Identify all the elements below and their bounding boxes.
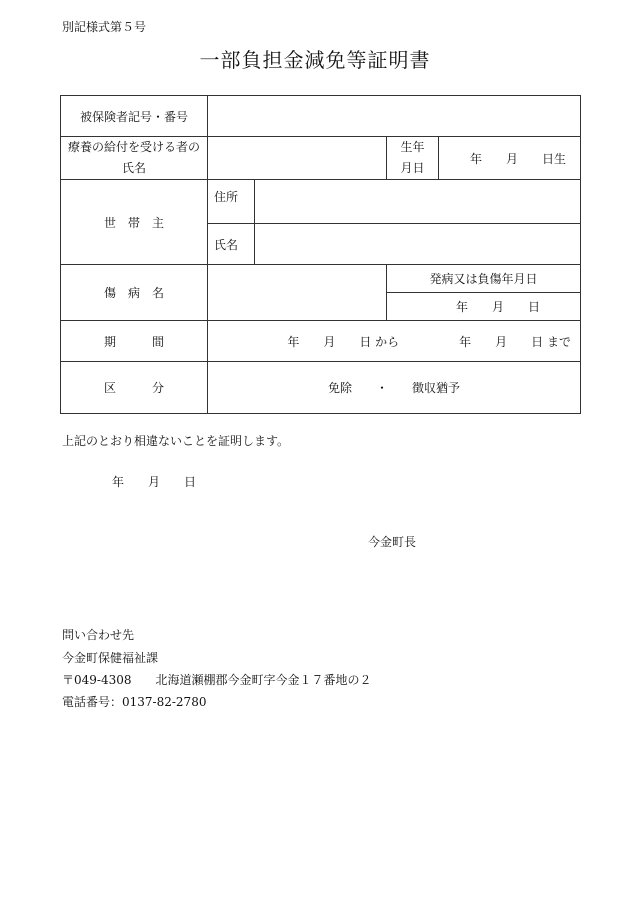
contact-phone: 電話番号：0137-82-2780: [62, 695, 207, 709]
category-label: 区 分: [61, 362, 208, 414]
disease-label: 傷 病 名: [61, 265, 208, 321]
row-insured-number: [61, 96, 581, 137]
address-label: 住所: [208, 180, 255, 224]
row-disease-top: [61, 265, 581, 293]
household-name-field[interactable]: [255, 224, 581, 265]
onset-label: 発病又は負傷年月日: [387, 265, 581, 293]
mayor-signature: 今金町長: [368, 535, 417, 549]
contact-department: 今金町保健福祉課: [62, 651, 159, 665]
address-field[interactable]: [255, 180, 581, 224]
recipient-name-label-line2: 氏名: [121, 161, 146, 175]
row-period: [61, 321, 581, 362]
period-field[interactable]: 年 月 日 から 年 月 日 まで: [208, 321, 581, 362]
contact-heading: 問い合わせ先: [62, 628, 135, 642]
insured-number-label: 被保険者記号・番号: [61, 96, 208, 137]
birth-label-line1: 生年: [400, 140, 425, 154]
form-number: 別記様式第５号: [62, 20, 147, 34]
document-title: 一部負担金減免等証明書: [199, 48, 431, 72]
row-recipient: [61, 137, 581, 180]
contact-address: 〒049-4308 北海道瀬棚郡今金町字今金１７番地の２: [62, 673, 372, 687]
birth-label-line2: 月日: [400, 161, 425, 175]
certification-statement: 上記のとおり相違ないことを証明します。: [62, 434, 290, 448]
onset-date-field[interactable]: 年 月 日: [387, 293, 581, 321]
disease-field[interactable]: [208, 265, 387, 321]
row-household-address: [61, 180, 581, 224]
recipient-name-field[interactable]: [208, 137, 387, 180]
household-head-label: 世 帯 主: [61, 180, 208, 265]
birth-label: [387, 137, 439, 180]
category-options[interactable]: 免除 ・ 徴収猶予: [208, 362, 581, 414]
name-label: 氏名: [208, 224, 255, 265]
recipient-name-label-line1: 療養の給付を受ける者の: [67, 140, 200, 154]
birth-date-field[interactable]: 年 月 日生: [439, 137, 581, 180]
certification-date: 年 月 日: [112, 475, 197, 489]
row-category: [61, 362, 581, 414]
certificate-table: [60, 95, 581, 414]
period-label: 期 間: [61, 321, 208, 362]
insured-number-field[interactable]: [208, 96, 581, 137]
recipient-name-label: [61, 137, 208, 180]
